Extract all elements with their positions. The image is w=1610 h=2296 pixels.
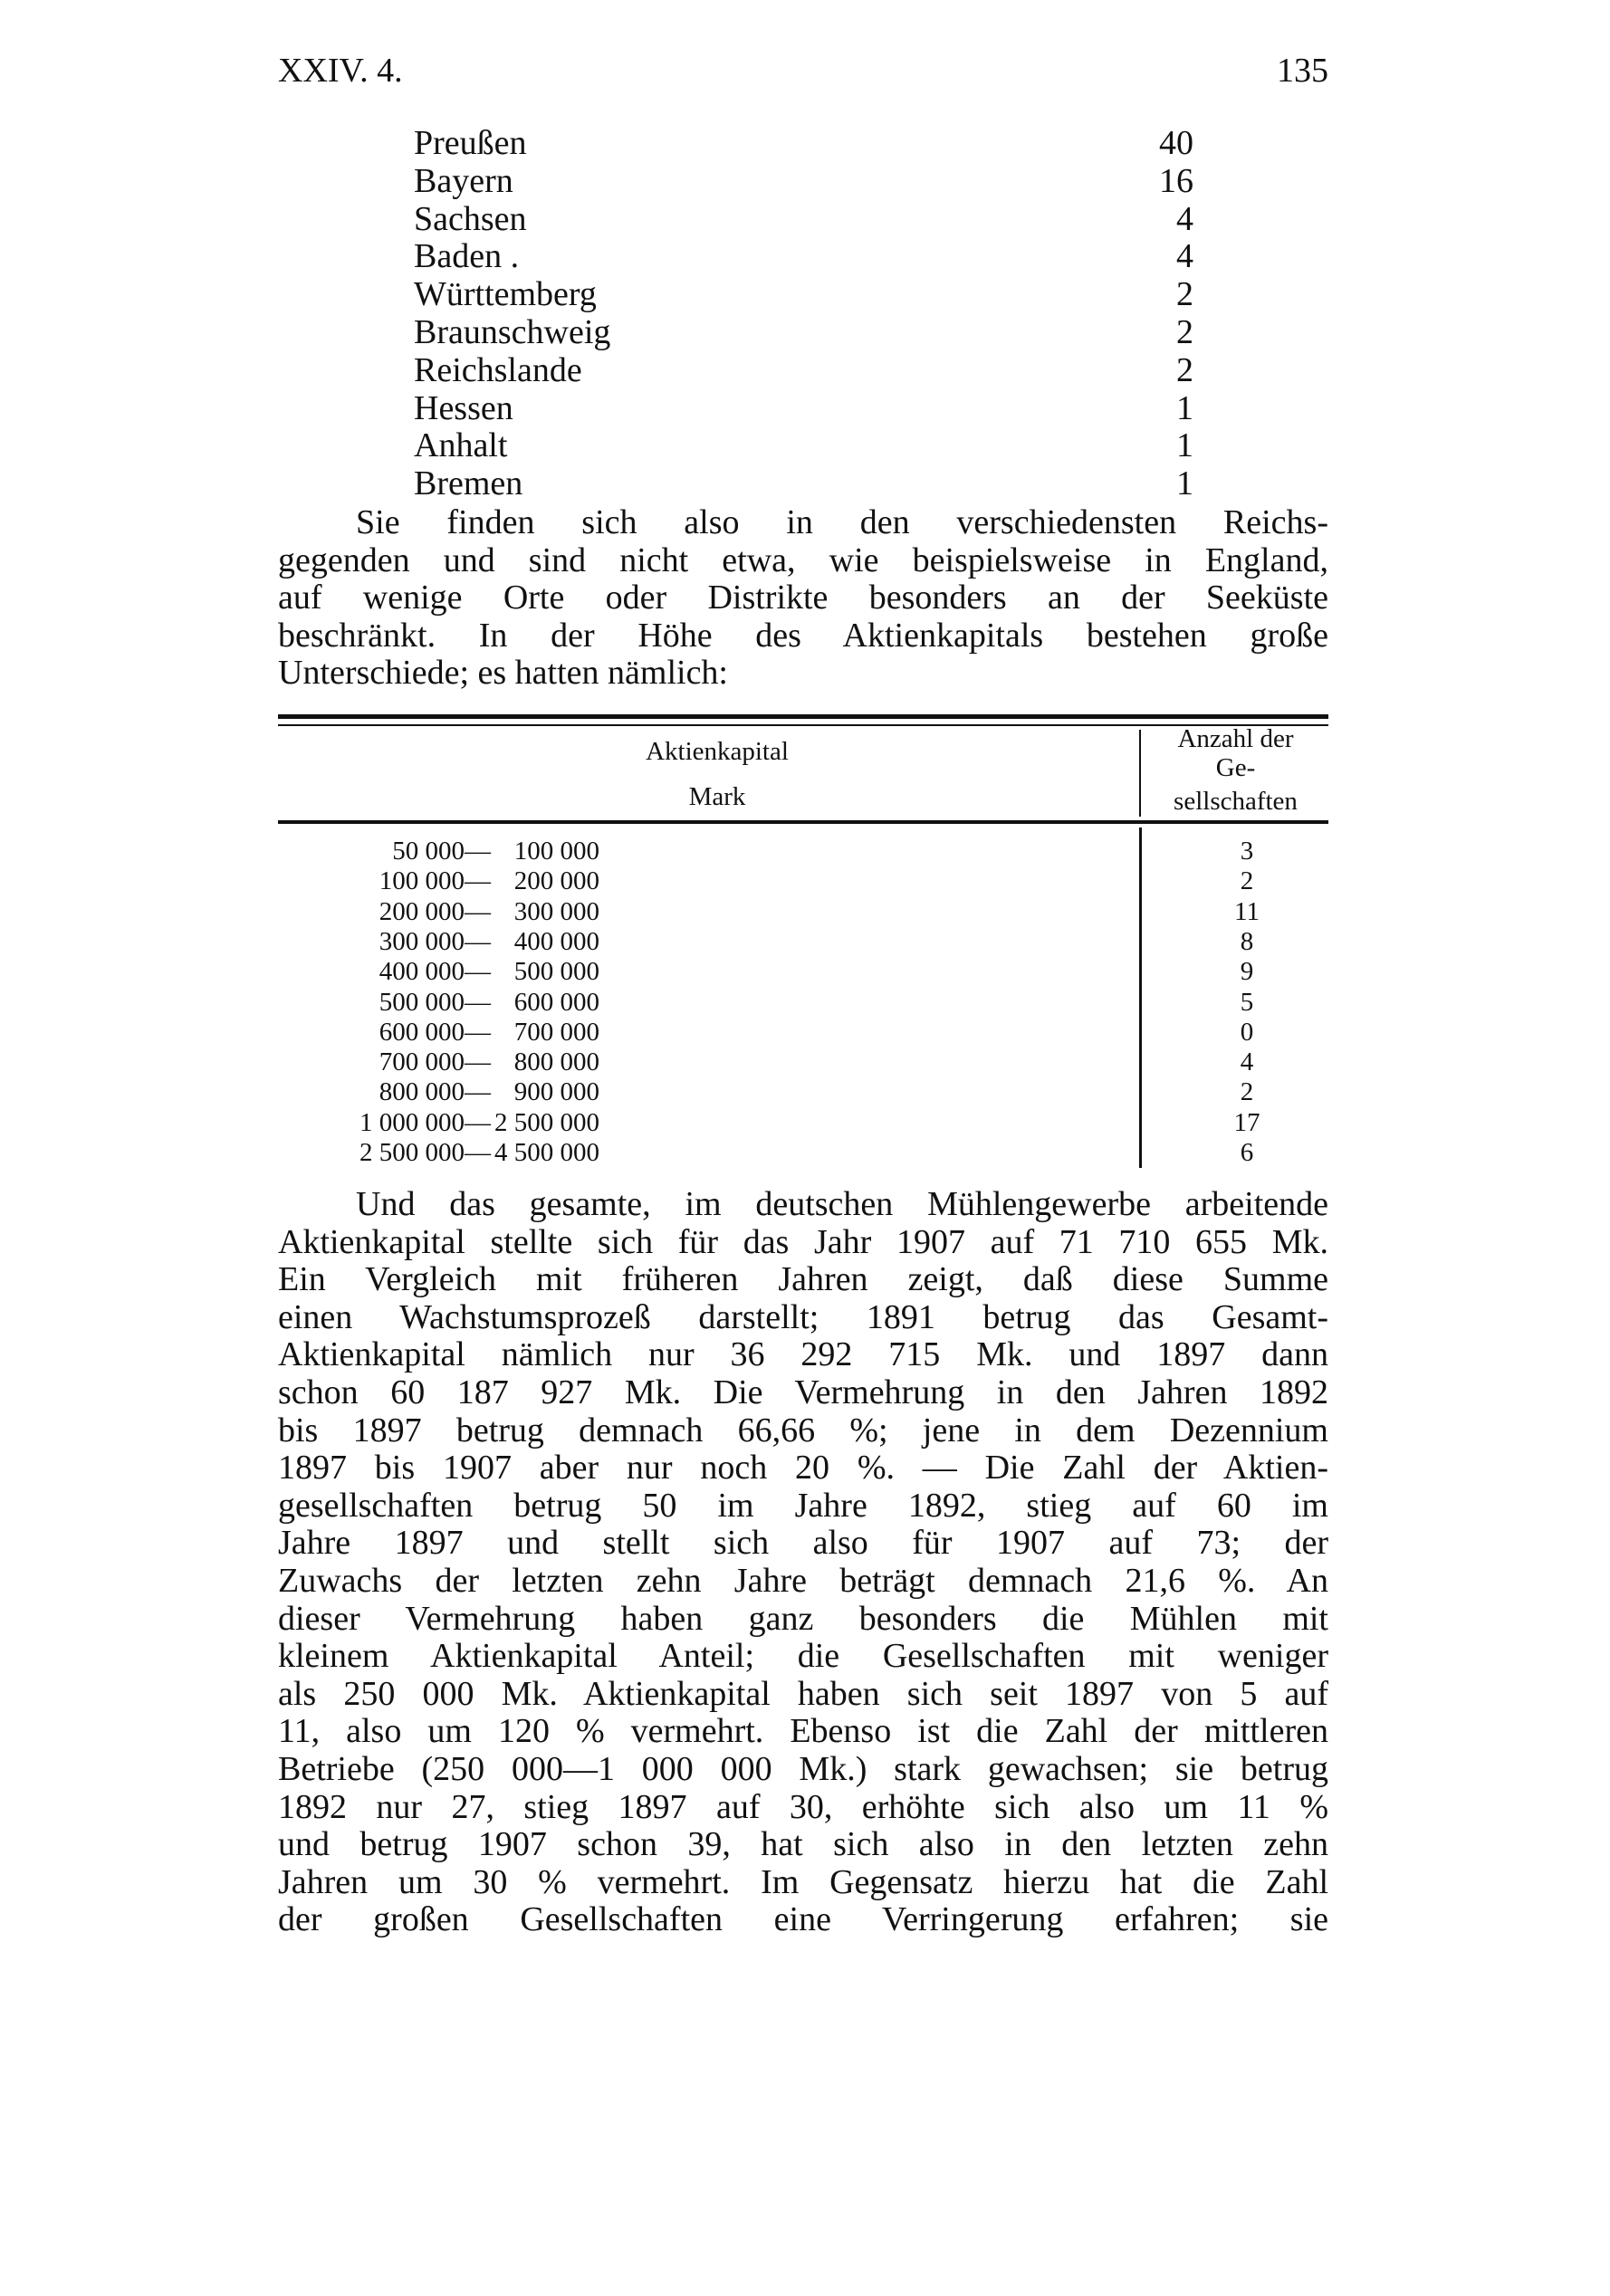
- header-mark: Mark: [688, 782, 746, 811]
- state-name: Hessen: [414, 388, 513, 427]
- range-from: 50 000—: [392, 837, 491, 866]
- company-count: 3: [1240, 837, 1254, 866]
- table-row: [278, 957, 1328, 987]
- range-to: 700 000: [513, 1017, 599, 1047]
- table-header-rule: [278, 820, 1328, 824]
- company-count: 2: [1240, 866, 1254, 896]
- text-line: Und das gesamte, im deutschen Mühlengewerbe arbeitende: [356, 1185, 1328, 1223]
- text-line: Jahren um 30 % vermehrt. Im Gegensatz hierzu hat die Zahl: [278, 1862, 1328, 1901]
- text-line: Sie finden sich also in den verschiedensten Reichs-: [356, 503, 1328, 541]
- state-name: Württemberg: [414, 275, 597, 314]
- state-name: Anhalt: [414, 426, 508, 465]
- table-row: [278, 988, 1328, 1018]
- table-row: [278, 1018, 1328, 1048]
- range-to: 400 000: [513, 926, 599, 956]
- state-name: Bayern: [414, 161, 513, 200]
- range-from: 800 000—: [379, 1077, 491, 1107]
- text-line: Unterschiede; es hatten nämlich:: [278, 654, 728, 693]
- range-to: 2 500 000: [494, 1107, 599, 1137]
- table-row: [278, 1108, 1328, 1138]
- state-count: 16: [1159, 161, 1193, 200]
- text-line: bis 1897 betrug demnach 66,66 %; jene in dem Dezennium: [278, 1411, 1328, 1449]
- text-line: 1892 nur 27, stieg 1897 auf 30, erhöhte sich also um 11 %: [278, 1787, 1328, 1826]
- table-row: [278, 866, 1328, 896]
- text-line: Aktienkapital nämlich nur 36 292 715 Mk. und 1897 dann: [278, 1335, 1328, 1374]
- table-row: [278, 1048, 1328, 1077]
- company-count: 9: [1240, 957, 1254, 987]
- state-count: 1: [1176, 464, 1193, 503]
- company-count: 5: [1240, 987, 1254, 1017]
- range-to: 900 000: [513, 1077, 599, 1107]
- text-line: Aktienkapital stellte sich für das Jahr 1907 auf 71 710 655 Mk.: [278, 1222, 1328, 1261]
- range-to: 300 000: [513, 896, 599, 926]
- company-count: 4: [1240, 1048, 1254, 1077]
- range-from: 600 000—: [379, 1017, 491, 1047]
- state-name: Braunschweig: [414, 313, 611, 351]
- text-line: schon 60 187 927 Mk. Die Vermehrung in den Jahren 1892: [278, 1373, 1328, 1411]
- state-name: Reichslande: [414, 350, 582, 389]
- text-line: und betrug 1907 schon 39, hat sich also in den letzten zehn: [278, 1825, 1328, 1864]
- state-count: 1: [1176, 388, 1193, 427]
- state-count: 4: [1176, 199, 1193, 238]
- range-to: 800 000: [513, 1048, 599, 1077]
- header-gesellschaften: sellschaften: [1174, 787, 1298, 816]
- range-from: 300 000—: [379, 926, 491, 956]
- range-to: 500 000: [513, 957, 599, 987]
- paragraph-regional-distribution: [278, 504, 1328, 693]
- state-count: 4: [1176, 237, 1193, 276]
- text-line: einen Wachstumsprozeß darstellt; 1891 betrug das Gesamt-: [278, 1297, 1328, 1336]
- state-name: Bremen: [414, 464, 523, 503]
- table-row: [278, 897, 1328, 927]
- company-count: 0: [1240, 1017, 1254, 1047]
- state-count: 1: [1176, 426, 1193, 465]
- table-row: [278, 1138, 1328, 1168]
- paragraph-capital-growth: [278, 1186, 1328, 1939]
- text-line: gegenden und sind nicht etwa, wie beispielsweise in England,: [278, 541, 1328, 579]
- text-line: kleinem Aktienkapital Anteil; die Gesellschaften mit weniger: [278, 1637, 1328, 1676]
- range-from: 2 500 000—: [359, 1138, 491, 1167]
- text-line: 1897 bis 1907 aber nur noch 20 %. — Die Zahl der Aktien-: [278, 1449, 1328, 1488]
- table-row: [278, 837, 1328, 866]
- text-line: 11, also um 120 % vermehrt. Ebenso ist die Zahl der mittleren: [278, 1712, 1328, 1751]
- text-line: dieser Vermehrung haben ganz besonders die Mühlen mit: [278, 1599, 1328, 1638]
- range-from: 1 000 000—: [359, 1107, 491, 1137]
- text-line: der großen Gesellschaften eine Verringerung erfahren; sie: [278, 1900, 1328, 1939]
- running-header-section: XXIV. 4.: [278, 52, 403, 90]
- text-line: auf wenige Orte oder Distrikte besonders an der Seeküste: [278, 579, 1328, 617]
- page-number: 135: [1277, 52, 1328, 90]
- header-ge: Ge-: [1215, 753, 1256, 782]
- range-to: 200 000: [513, 866, 599, 896]
- company-count: 11: [1234, 896, 1260, 926]
- range-from: 700 000—: [379, 1048, 491, 1077]
- table-row: [278, 927, 1328, 957]
- range-to: 4 500 000: [494, 1138, 599, 1167]
- state-name: Baden .: [414, 237, 520, 276]
- state-count: 2: [1176, 313, 1193, 351]
- table-row: [278, 1077, 1328, 1107]
- company-count: 2: [1240, 1077, 1254, 1107]
- state-count: 40: [1159, 124, 1193, 162]
- state-name: Preußen: [414, 124, 527, 162]
- text-line: Jahre 1897 und stellt sich also für 1907 auf 73; der: [278, 1524, 1328, 1563]
- company-count: 8: [1240, 926, 1254, 956]
- company-count: 17: [1233, 1107, 1260, 1137]
- header-aktienkapital: Aktienkapital: [646, 737, 789, 766]
- range-from: 200 000—: [379, 896, 491, 926]
- text-line: als 250 000 Mk. Aktienkapital haben sich seit 1897 von 5 auf: [278, 1674, 1328, 1713]
- table-top-rule: [278, 714, 1328, 719]
- state-count: 2: [1176, 350, 1193, 389]
- text-line: beschränkt. In der Höhe des Aktienkapitals bestehen große: [278, 616, 1328, 655]
- text-line: Betriebe (250 000—1 000 000 Mk.) stark gewachsen; sie betrug: [278, 1749, 1328, 1788]
- text-line: Zuwachs der letzten zehn Jahre beträgt demnach 21,6 %. An: [278, 1561, 1328, 1600]
- text-line: gesellschaften betrug 50 im Jahre 1892, stieg auf 60 im: [278, 1486, 1328, 1525]
- state-count: 2: [1176, 275, 1193, 314]
- range-from: 400 000—: [379, 957, 491, 987]
- company-count: 6: [1240, 1138, 1254, 1167]
- state-name: Sachsen: [414, 199, 527, 238]
- range-from: 500 000—: [379, 987, 491, 1017]
- range-to: 600 000: [513, 987, 599, 1017]
- text-line: Ein Vergleich mit früheren Jahren zeigt, daß diese Summe: [278, 1260, 1328, 1299]
- range-to: 100 000: [513, 837, 599, 866]
- range-from: 100 000—: [379, 866, 491, 896]
- header-anzahl: Anzahl der: [1177, 724, 1294, 753]
- table-header-divider: [1139, 730, 1141, 817]
